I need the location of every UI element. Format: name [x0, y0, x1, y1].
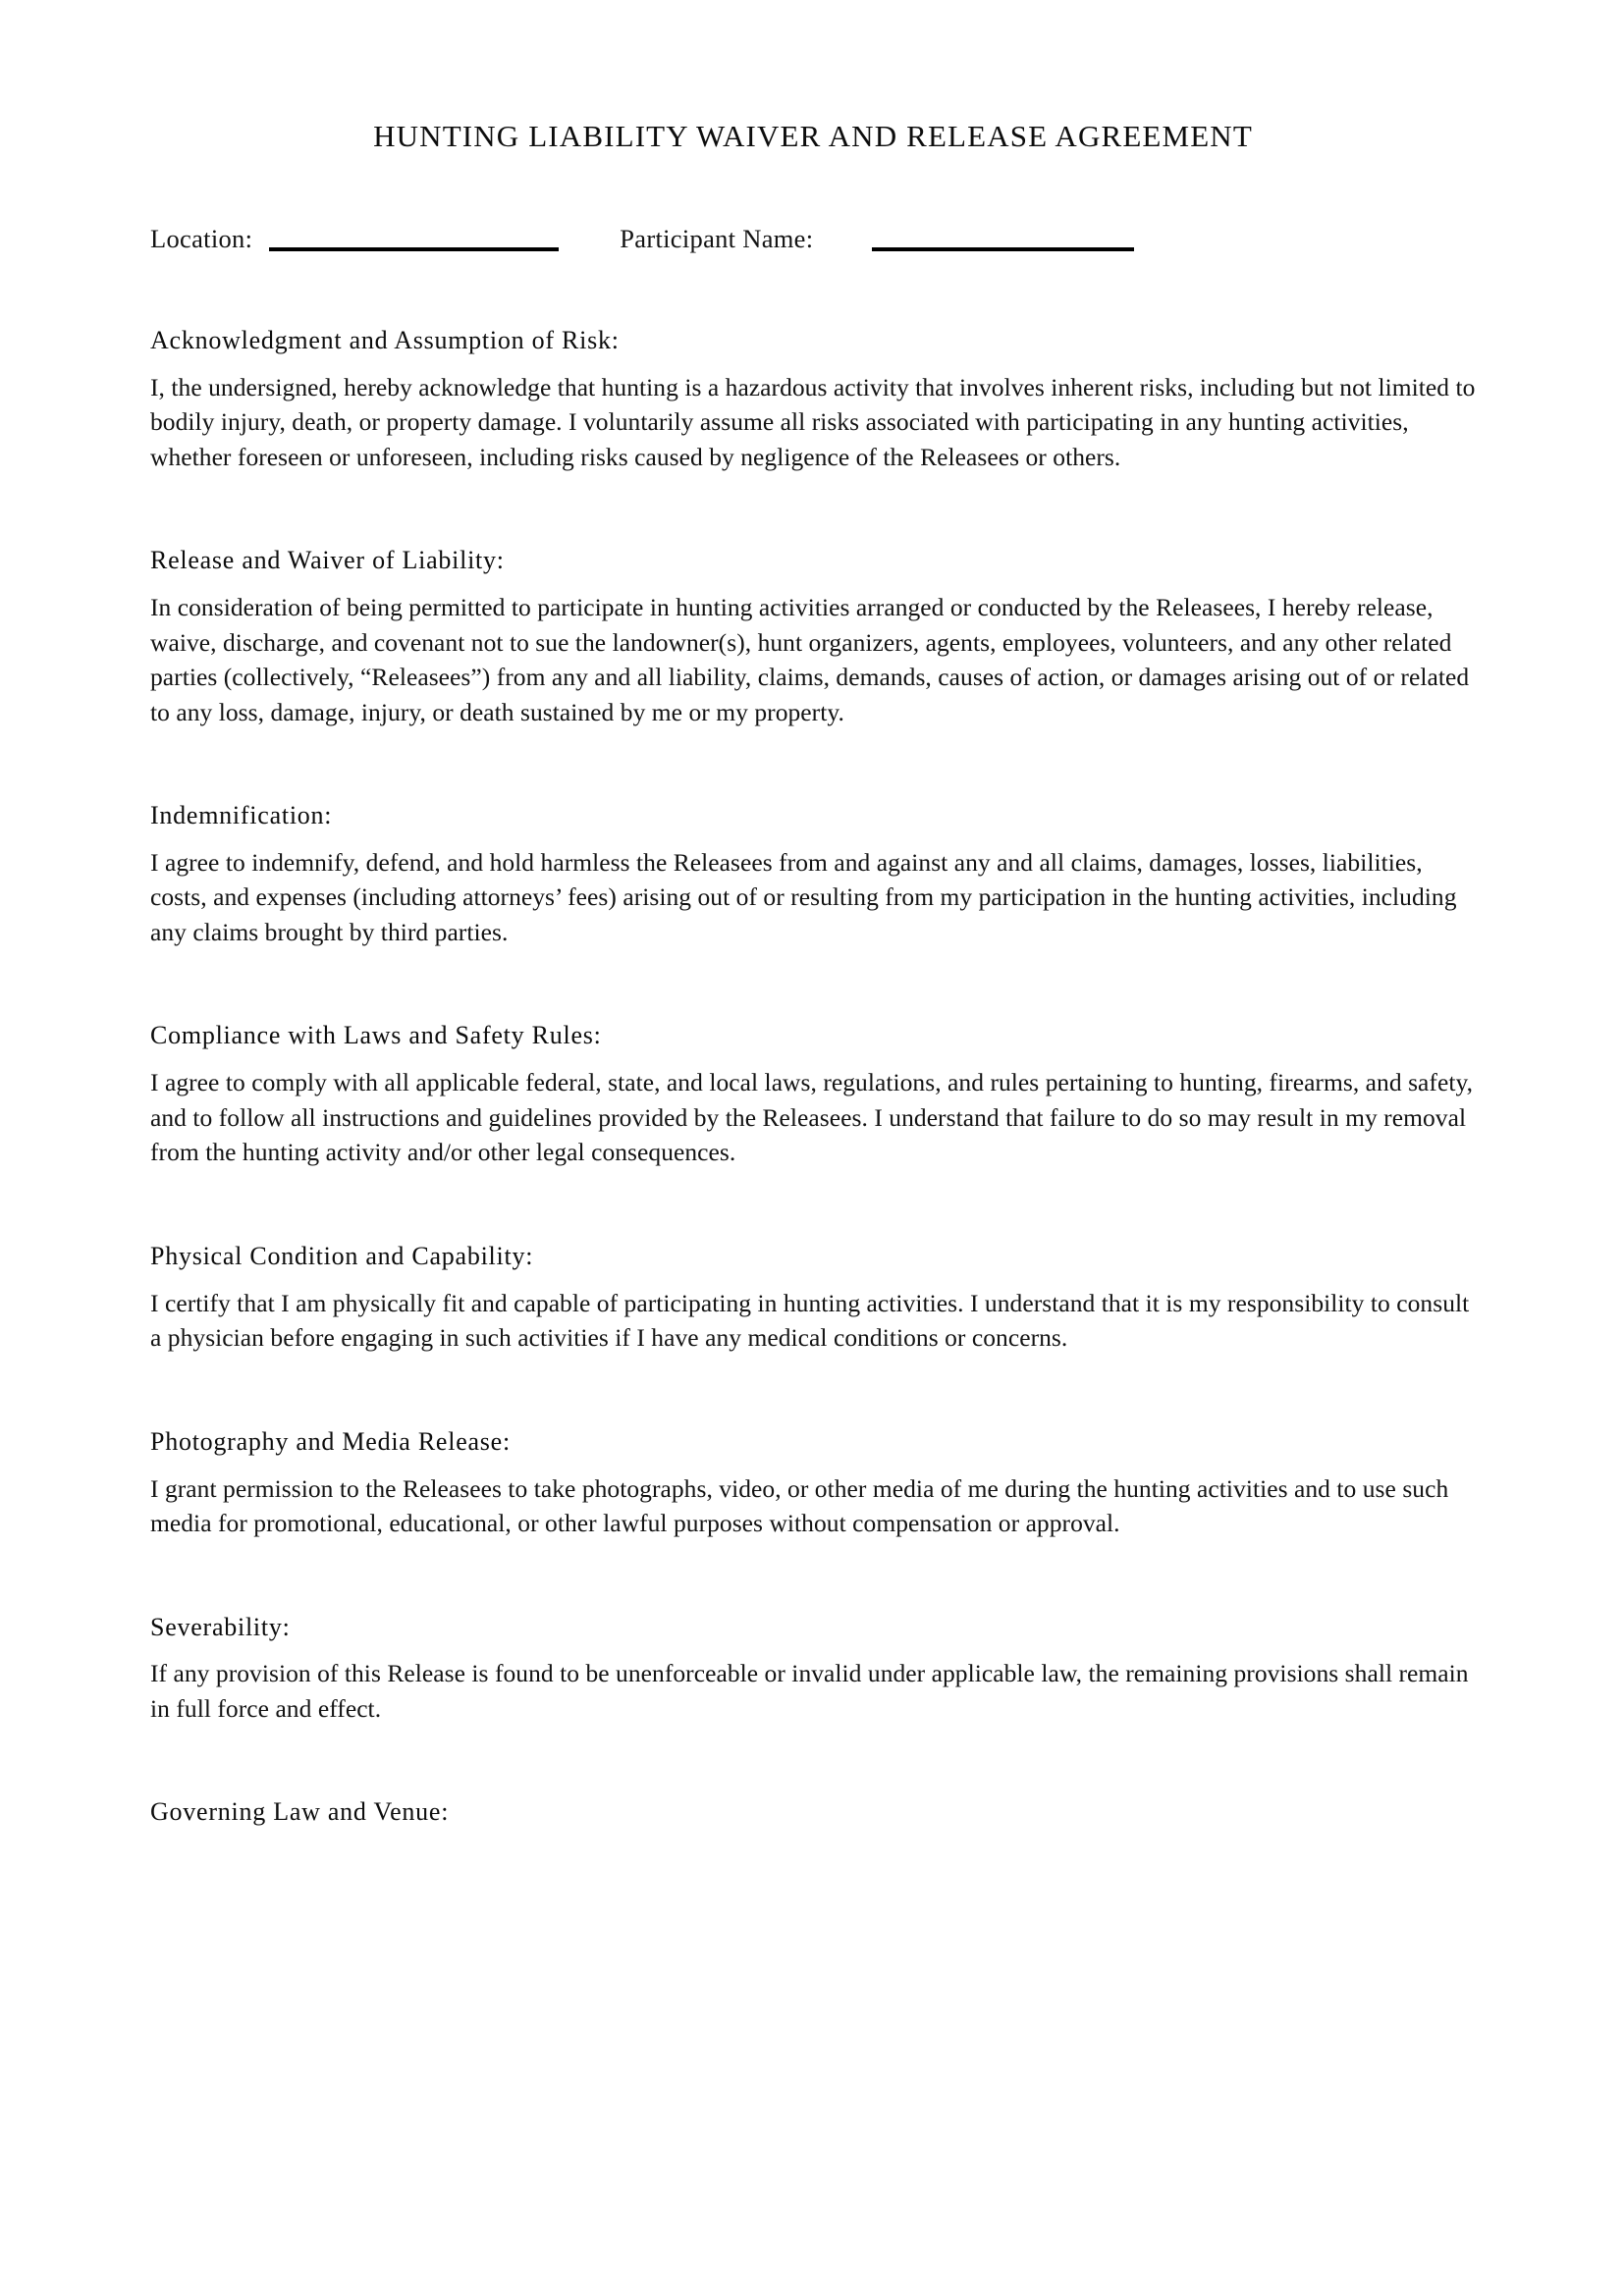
section-body: I agree to indemnify, defend, and hold harmless the Releasees from and against any and all claims, damages, losses, liabilities, costs, and expenses (including attorneys’ fees) arising out of or resulting from my participation in the hunting activities, including any claims brought by third parties.: [150, 847, 1457, 946]
section-heading: Release and Waiver of Liability:: [150, 546, 505, 575]
section-heading: Photography and Media Release:: [150, 1426, 511, 1456]
section-severability: [150, 1610, 1476, 1727]
location-field[interactable]: [150, 226, 559, 254]
section-body: I agree to comply with all applicable federal, state, and local laws, regulations, and rules pertaining to hunting, firearms, and safety, and to follow all instructions and guidelines provided by the Releasees. I understand that failure to do so may result in my removal from the hunting activity and/or other legal consequences.: [150, 1068, 1474, 1167]
section-indemnification: [150, 798, 1476, 949]
section-heading: Governing Law and Venue:: [150, 1797, 450, 1827]
form-field-row: [150, 217, 1476, 254]
section-body: I certify that I am physically fit and capable of participating in hunting activities. I understand that it is my responsibility to consult a physician before engaging in such activities if I have any medical conditions or concerns.: [150, 1288, 1470, 1353]
participant-name-label: Participant Name:: [620, 224, 814, 254]
section-body: I, the undersigned, hereby acknowledge that hunting is a hazardous activity that involves inherent risks, including but not limited to bodily injury, death, or property damage. I voluntarily assume all risks associated with participating in any hunting activities, whether foreseen or unforeseen, including risks caused by negligence of the Releasees or others.: [150, 372, 1476, 471]
section-heading: Physical Condition and Capability:: [150, 1241, 534, 1270]
section-governing-law: [150, 1794, 1476, 1830]
section-heading: Indemnification:: [150, 801, 333, 829]
section-acknowledgment: [150, 323, 1476, 474]
location-input-rule[interactable]: [269, 247, 559, 251]
section-compliance: [150, 1018, 1476, 1169]
section-heading: Compliance with Laws and Safety Rules:: [150, 1021, 602, 1050]
section-body: If any provision of this Release is found to be unenforceable or invalid under applicable law, the remaining provisions shall remain in full force and effect.: [150, 1659, 1469, 1723]
section-release-waiver: [150, 543, 1476, 729]
participant-name-field[interactable]: [620, 226, 1134, 254]
document-content: [150, 0, 1476, 1842]
participant-name-input-rule[interactable]: [872, 247, 1134, 251]
section-body: I grant permission to the Releasees to take photographs, video, or other media of me during the hunting activities and to use such media for promotional, educational, or other lawful purposes without compensation or approval.: [150, 1473, 1449, 1537]
section-physical-condition: [150, 1239, 1476, 1356]
section-body: In consideration of being permitted to participate in hunting activities arranged or conducted by the Releasees, I hereby release, waive, discharge, and covenant not to sue the landowner(s), hunt organizers, agents, employees, volunteers, and any other related parties (collectively, “Releasees”) from any and all liability, claims, demands, causes of action, or damages arising out of or related to any loss, damage, injury, or death sustained by me or my property.: [150, 593, 1470, 726]
section-photography-media: [150, 1424, 1476, 1541]
section-heading: Acknowledgment and Assumption of Risk:: [150, 325, 620, 354]
page-title: HUNTING LIABILITY WAIVER AND RELEASE AGREEMENT: [373, 119, 1253, 153]
section-heading: Severability:: [150, 1612, 291, 1641]
location-label: Location:: [150, 224, 253, 254]
